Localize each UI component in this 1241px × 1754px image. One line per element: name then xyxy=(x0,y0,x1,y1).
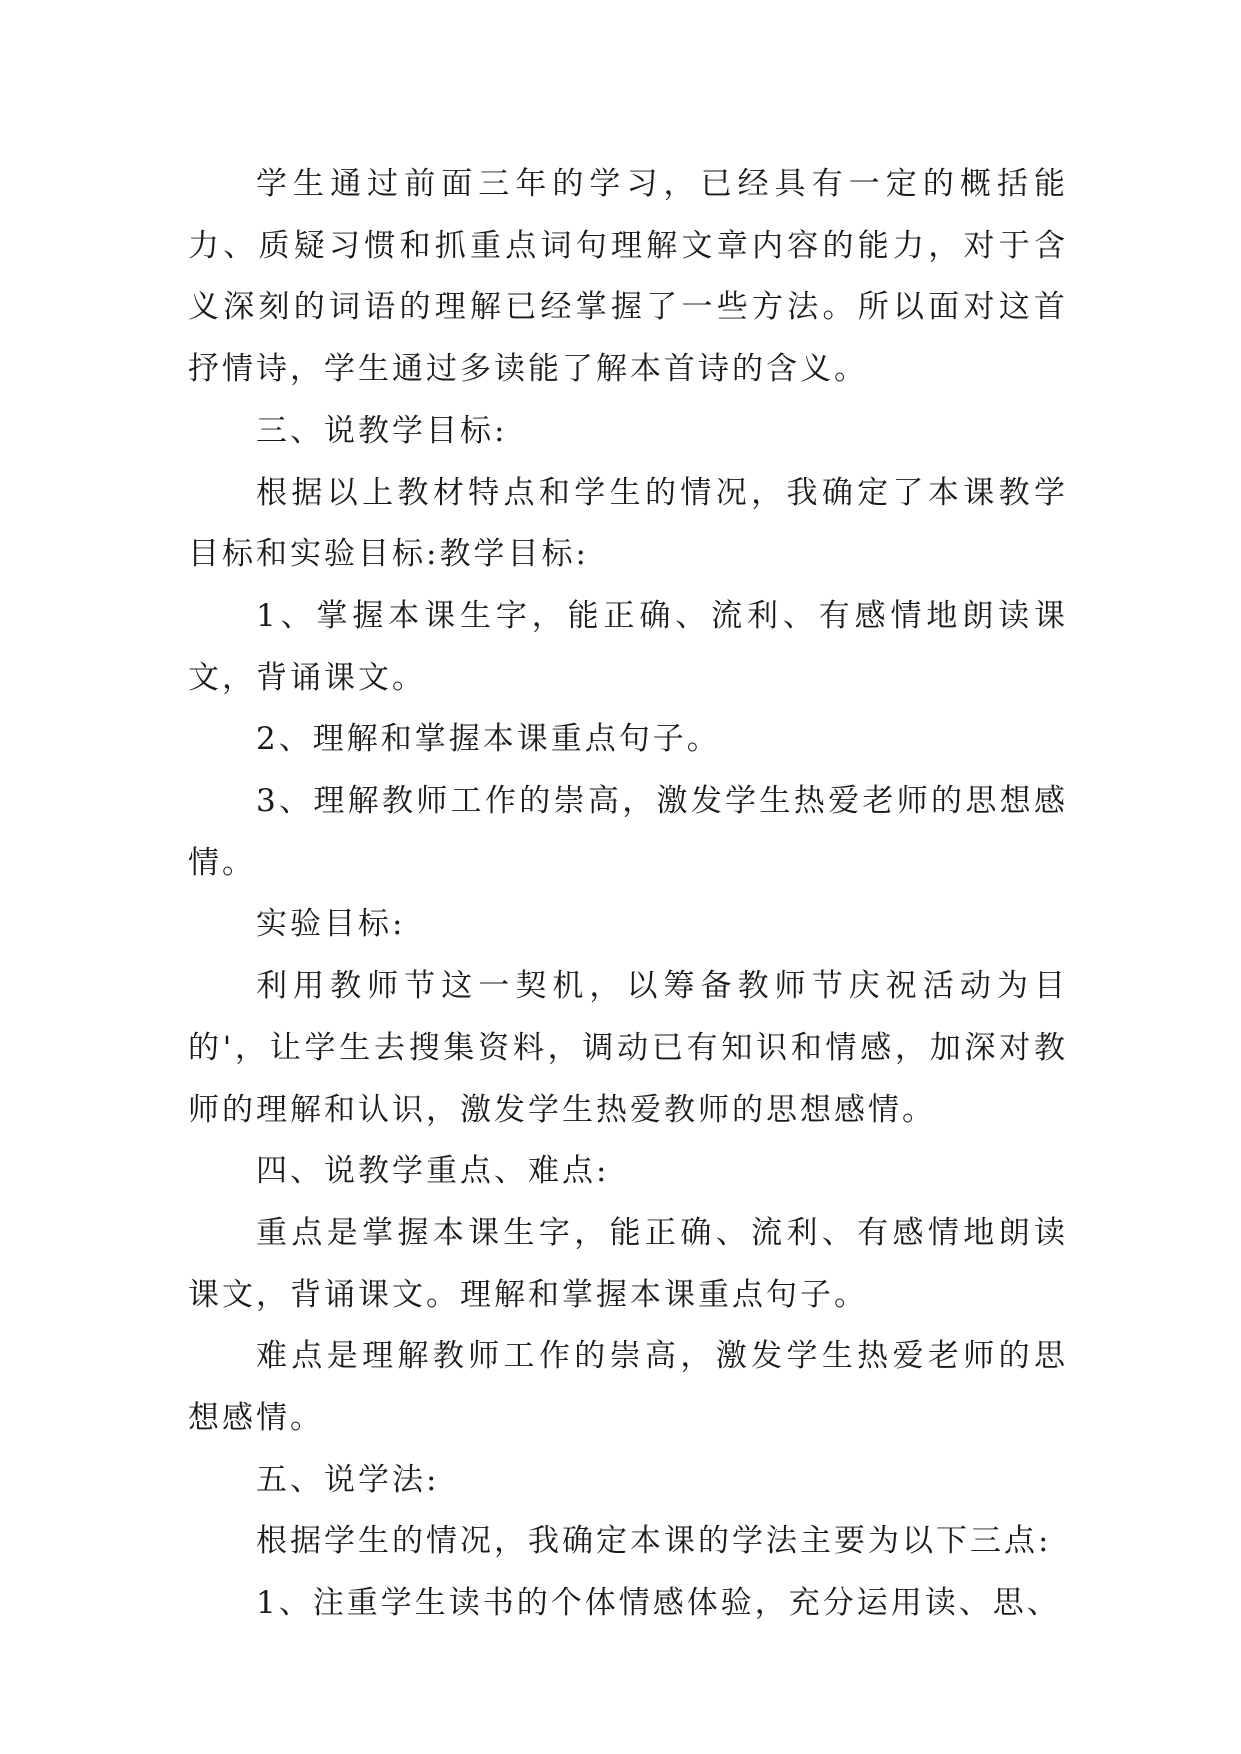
list-item-objective-3: 3、理解教师工作的崇高，激发学生热爱老师的思想感情。 xyxy=(188,783,1068,881)
paragraph-experiment-objectives: 利用教师节这一契机，以筹备教师节庆祝活动为目的'，让学生去搜集资料，调动已有知识和情感，加深对教师的理解和认识，激发学生热爱教师的思想感情。 xyxy=(188,968,1068,1128)
list-item-objective-1: 1、掌握本课生字，能正确、流利、有感情地朗读课文，背诵课文。 xyxy=(188,597,1068,696)
paragraph-student-abilities: 学生通过前面三年的学习，已经具有一定的概括能力、质疑习惯和抓重点词句理解文章内容的能力，对于含义深刻的词语的理解已经掌握了一些方法。所以面对这首抒情诗，学生通过多读能了解本首诗的含义。 xyxy=(188,166,1068,388)
paragraph-learning-methods-intro: 根据学生的情况，我确定本课的学法主要为以下三点: xyxy=(256,1523,1052,1560)
document-body xyxy=(188,154,1068,1635)
heading-experiment-objectives: 实验目标: xyxy=(256,906,406,943)
list-item-learning-method-1: 1、注重学生读书的个体情感体验，充分运用读、思、 xyxy=(256,1585,1061,1622)
paragraph-objectives-intro: 根据以上教材特点和学生的情况，我确定了本课教学目标和实验目标:教学目标: xyxy=(188,474,1068,573)
paragraph-difficult-points: 难点是理解教师工作的崇高，激发学生热爱老师的思想感情。 xyxy=(188,1338,1068,1437)
paragraph-key-points: 重点是掌握本课生字，能正确、流利、有感情地朗读课文，背诵课文。理解和掌握本课重点句子。 xyxy=(188,1214,1068,1313)
heading-key-difficult-points: 四、说教学重点、难点: xyxy=(256,1153,610,1190)
heading-teaching-objectives: 三、说教学目标: xyxy=(256,412,508,449)
list-item-objective-2: 2、理解和掌握本课重点句子。 xyxy=(256,721,721,758)
heading-learning-methods: 五、说学法: xyxy=(256,1461,440,1498)
